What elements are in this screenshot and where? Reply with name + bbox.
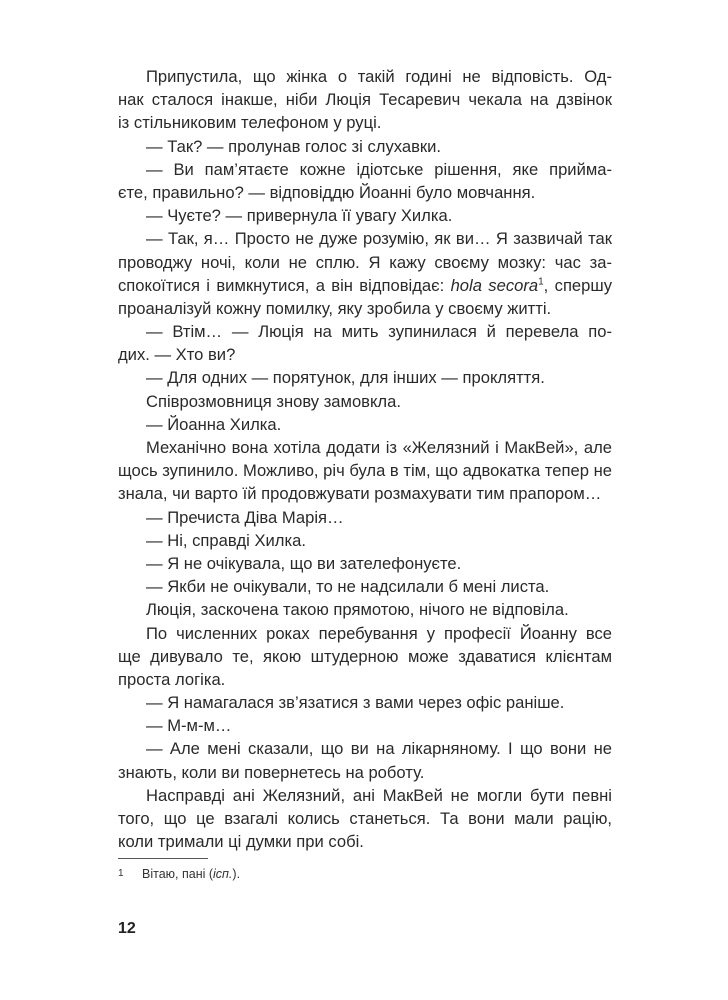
- body-text: [118, 65, 612, 853]
- text-line: [118, 181, 612, 204]
- text-line-content: — Так, я… Просто не дуже розумію, як ви… Я зазвичай так: [146, 229, 612, 249]
- page-number: 12: [118, 920, 136, 937]
- text-line-content: із стільниковим телефоном у руці.: [118, 113, 382, 133]
- italic-phrase: hola secora: [450, 275, 539, 295]
- text-line-content: ще дивувало те, якою штудерною може здаватися клієнтам: [118, 646, 612, 666]
- text-line: [118, 784, 612, 807]
- text-line-content: По численних роках перебування у професії Йоанну все: [146, 623, 612, 643]
- text-line: [118, 506, 612, 529]
- text-line-content: спокоїтися і вимкнутися, а він відповідає:: [118, 275, 451, 295]
- text-line-content: коли тримали ці думки при собі.: [118, 832, 364, 852]
- text-line-content: щось зупинило. Можливо, річ була в тім, що адвокатка тепер не: [118, 461, 612, 481]
- text-line-content: знала, чи варто їй продовжувати розмахувати тим прапором…: [118, 484, 602, 504]
- text-line-content: нак сталося інакше, ніби Люція Тесаревич чекала на дзвінок: [118, 90, 612, 110]
- text-line-content: — Втім… — Люція на мить зупинилася й перевела по-: [146, 322, 612, 342]
- footnote-text-before: Вітаю, пані (: [142, 867, 214, 881]
- text-line: [118, 135, 612, 158]
- text-line: [118, 761, 612, 784]
- footnote-mark: 1: [118, 868, 124, 879]
- text-line: [118, 645, 612, 668]
- text-line-content: Насправді ані Желязний, ані МакВей не могли бути певні: [146, 785, 612, 805]
- text-line: [118, 737, 612, 760]
- text-line-content: — Я не очікувала, що ви зателефонуєте.: [146, 553, 462, 573]
- text-line: [118, 668, 612, 691]
- text-line-content: проста логіка.: [118, 669, 226, 689]
- text-line: [118, 482, 612, 505]
- text-line-content: — Якби не очікували, то не надсилали б мені листа.: [146, 577, 550, 597]
- text-line: [118, 343, 612, 366]
- text-line: [118, 320, 612, 343]
- text-line: [118, 691, 612, 714]
- text-line: [118, 390, 612, 413]
- text-line: [118, 622, 612, 645]
- text-line-content: — Чуєте? — привернула її увагу Хилка.: [146, 206, 453, 226]
- text-line: [118, 598, 612, 621]
- text-line-content: Люція, заскочена такою прямотою, нічого не відповіла.: [146, 600, 569, 620]
- text-line-content: Припустила, що жінка о такій годині не відповість. Од-: [146, 67, 612, 86]
- text-line-content: — Для одних — порятунок, для інших — прокляття.: [146, 368, 545, 388]
- footnote-text-italic: ісп.: [213, 867, 233, 881]
- text-line-content: проводжу ночі, коли не сплю. Я кажу своєму мозку: час за-: [118, 252, 612, 272]
- text-line: [118, 251, 612, 274]
- footnote: [118, 866, 240, 882]
- text-line-content: — Йоанна Хилка.: [146, 414, 282, 434]
- text-line: [118, 807, 612, 830]
- text-line-content: проаналізуй кожну помилку, яку зробила у своєму житті.: [118, 298, 552, 318]
- text-line: [118, 830, 612, 853]
- text-line-content: — М-м-м…: [146, 716, 232, 736]
- text-line-content: того, що це взагалі колись станеться. Та вони мали рацію,: [118, 809, 612, 828]
- text-line-content: — Пречиста Діва Марія…: [146, 507, 344, 527]
- text-line: [118, 714, 612, 737]
- text-line-content: , спершу: [543, 275, 612, 295]
- text-line: [118, 552, 612, 575]
- text-line-content: — Ні, справді Хилка.: [146, 530, 306, 550]
- text-line: [118, 65, 612, 88]
- text-line: [118, 227, 612, 250]
- text-line: [118, 88, 612, 111]
- text-line-content: знають, коли ви повернетесь на роботу.: [118, 762, 425, 782]
- text-line: [118, 529, 612, 552]
- text-line-content: — Але мені сказали, що ви на лікарняному. І що вони не: [146, 739, 612, 759]
- text-line: [118, 274, 612, 297]
- text-line: [118, 297, 612, 320]
- text-line-content: Співрозмовниця знову замовкла.: [146, 391, 401, 411]
- text-line-content: Механічно вона хотіла додати із «Желязний і МакВей», але: [146, 438, 612, 457]
- text-line: [118, 575, 612, 598]
- text-line-content: єте, правильно? — відповіддю Йоанні було мовчання.: [118, 182, 536, 202]
- text-line-content: — Ви пам’ятаєте кожне ідіотське рішення, яке прийма-: [146, 159, 612, 179]
- text-line: [118, 158, 612, 181]
- text-line: [118, 366, 612, 389]
- text-line-content: — Я намагалася зв’язатися з вами через офіс раніше.: [146, 693, 565, 713]
- footnote-reference: 1: [538, 276, 544, 288]
- text-line: [118, 204, 612, 227]
- footnote-rule: [118, 858, 208, 859]
- text-line: [118, 111, 612, 134]
- text-line: [118, 459, 612, 482]
- text-line: [118, 413, 612, 436]
- footnote-text-after: ).: [232, 867, 241, 881]
- text-line-content: — Так? — пролунав голос зі слухавки.: [146, 136, 442, 156]
- text-line-content: дих. — Хто ви?: [118, 345, 236, 365]
- text-line: [118, 436, 612, 459]
